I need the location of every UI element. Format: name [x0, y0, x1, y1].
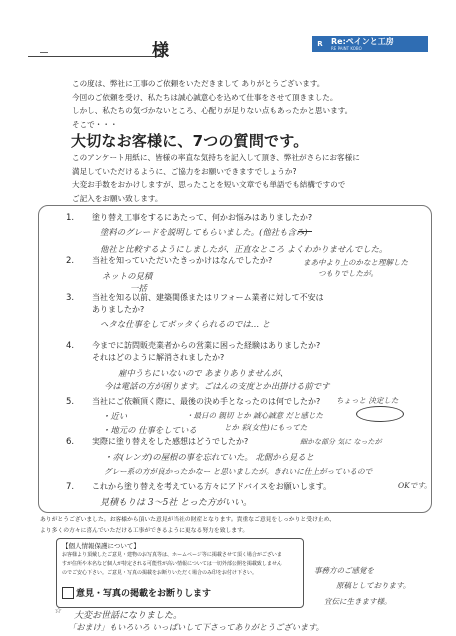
question-7: [66, 481, 74, 494]
answer-1-side2: つもりでしたが。: [318, 269, 378, 278]
answer-5-line2: ・地元の 仕事をしている: [102, 425, 197, 435]
question-4: [66, 340, 74, 353]
strike-mark: [298, 231, 312, 232]
question-5-text: 当社にご依頼頂く際に、最後の決め手となったのは何でしたか?: [92, 397, 321, 406]
name-underline: [28, 56, 163, 57]
refuse-checkbox[interactable]: [62, 587, 74, 599]
intro-line: しかし、私たちの気づかないところ、心配りが足りない点もあったかと思います。: [72, 106, 353, 115]
question-3: [66, 292, 74, 305]
intro2-line: このアンケート用紙に、皆様の率直な気持ちを記入して頂き、弊社がさらにお客様に: [72, 153, 360, 162]
privacy-line: のでご安心下さい。ご意見・写真の掲載をお断りいただく場合のみ印をお付け下さい。: [62, 570, 258, 576]
question-4-text: [92, 340, 320, 363]
answer-6-line2: グレー系の方が良かったかなー と思いましたが。きれいに仕上がっているので: [104, 467, 373, 476]
question-3-line: ありましたか?: [92, 304, 145, 314]
logo-mark-icon: R: [312, 36, 328, 52]
question-3-text: [92, 292, 324, 315]
answer-6-side: OKです。: [398, 481, 432, 490]
answer-5-line2b: とか 彩(女性)にもってた: [224, 423, 308, 432]
question-number: 1.: [66, 213, 75, 223]
question-number: 2.: [66, 256, 75, 266]
intro2-line: ご記入をお願い致します。: [72, 193, 163, 203]
privacy-title: 【個人情報保護について】: [62, 542, 140, 550]
answer-2-line2: 一括: [130, 283, 147, 293]
question-number: 5.: [66, 397, 75, 407]
intro-line: この度は、弊社に工事のご依頼をいただきまして ありがとうございます。: [72, 79, 325, 88]
closing-line: ありがとうございました。お客様から頂いた意見が当社の財産となります。貴重なご意見をしっかりと受け止め、: [40, 517, 335, 523]
question-number: 6.: [66, 437, 75, 447]
answer-6-line1: ・赤(レンガ)の屋根の事を忘れていた。 北側から見ると: [104, 452, 314, 462]
closing-line: より多くの方々に喜んでいただける工事ができるように更なる努力を致します。: [40, 528, 249, 534]
question-number: 3.: [66, 293, 75, 303]
headline: 大切なお客様に、7つの質問です。: [71, 132, 309, 150]
answer-7-line1: 見積もりは 3〜5社 とった方がいい。: [100, 498, 252, 508]
answer-3-line1: へタな仕事をしてボッタくられるのでは… と: [100, 319, 271, 329]
answer-5-note: ちょっと 決定した: [336, 396, 399, 405]
thanks-line2: 「おまけ」もいろいろ いっぱいして下さってありがとうございます。: [68, 622, 324, 632]
answer-5-line1: ・近い: [102, 411, 128, 421]
answer-6-note: 細かな部分 気に なったが: [300, 438, 382, 446]
privacy-line: お客様より頂戴したご意見・建物のお写真等は、ホームページ等に掲載させて頂く場合がございま: [62, 552, 282, 558]
intro-line: そこで・・・: [72, 119, 118, 129]
logo-subtext: RE PAINT KOBO: [331, 46, 362, 51]
closing-text: [40, 515, 440, 537]
company-logo: [312, 36, 428, 52]
question-1: [66, 212, 74, 225]
privacy-line: すが住所や本名など個人が特定される可能性が高い情報については一切外部公開を掲載致しません: [62, 561, 282, 567]
answer-4-line2: 今は電話の方が困ります。ごはんの支度とか出掛ける前です: [104, 381, 330, 391]
intro-text: [72, 77, 442, 131]
question-7-text: これから塗り替えを考えている方々にアドバイスをお願いします。: [92, 482, 332, 491]
question-4-line: それはどのように解消されましたか?: [92, 352, 225, 362]
question-2: [66, 255, 74, 268]
intro2-line: 満足していただけるように、ご協力をお願いできますでしょうか?: [72, 166, 297, 176]
answer-1-line1: 塗料のグレードを説明してもらいました。(他社も含み): [100, 227, 308, 237]
circle-mark: [356, 406, 404, 422]
logo-text: Re:ペインと工房: [331, 37, 394, 46]
staff-note-line1: 事務方のご感覚を: [314, 566, 374, 575]
name-dash: [40, 52, 48, 53]
staff-note-line3: 宜伝に生きます様。: [324, 597, 392, 606]
answer-1-side: まあ中より上のかなと理解した: [303, 258, 408, 267]
intro2-text: [72, 151, 442, 205]
question-3-line: 当社を知る以前、建築関係またはリフォーム業者に対して不安は: [92, 293, 324, 302]
question-number: 7.: [66, 482, 75, 492]
privacy-text: [62, 551, 298, 578]
answer-1-line2: 他社と比較するようにしましたが、正直なところ よくわかりませんでした。: [100, 244, 388, 254]
star-mark: ☆: [54, 606, 62, 615]
question-1-text: 塗り替え工事をするにあたって、何かお悩みはありましたか?: [92, 213, 313, 222]
intro2-line: 大変お手数をおかけしますが、思ったことを短い文章でも単語でも結構ですので: [72, 180, 346, 189]
question-2-text: 当社を知っていただいたきっかけはなんでしたか?: [92, 256, 273, 265]
question-4-line: 今までに訪問販売業者からの営業に困った経験はありましたか?: [92, 341, 321, 350]
sama-label: 様: [152, 41, 169, 61]
staff-note-line2: 原稿としております。: [336, 581, 411, 590]
refuse-label: 意見・写真の掲載をお断りします: [76, 589, 212, 599]
question-5: [66, 396, 74, 409]
answer-2-line1: ネットの見積: [102, 271, 153, 281]
answer-5-line1b: ・最日の 親切 とか 誠心誠意 だと感じた: [186, 411, 324, 420]
thanks-line1: 大変お世話になりました。: [74, 611, 183, 621]
answer-4-line1: 雇中うちにいないので あまりありませんが、: [118, 368, 289, 378]
question-number: 4.: [66, 341, 75, 351]
question-6-text: 実際に塗り替えをした感想はどうでしたか?: [92, 437, 249, 446]
question-6: [66, 436, 74, 449]
intro-line: 今回のご依頼を受け、私たちは誠心誠意心を込めて仕事をさせて頂きました。: [72, 92, 338, 102]
